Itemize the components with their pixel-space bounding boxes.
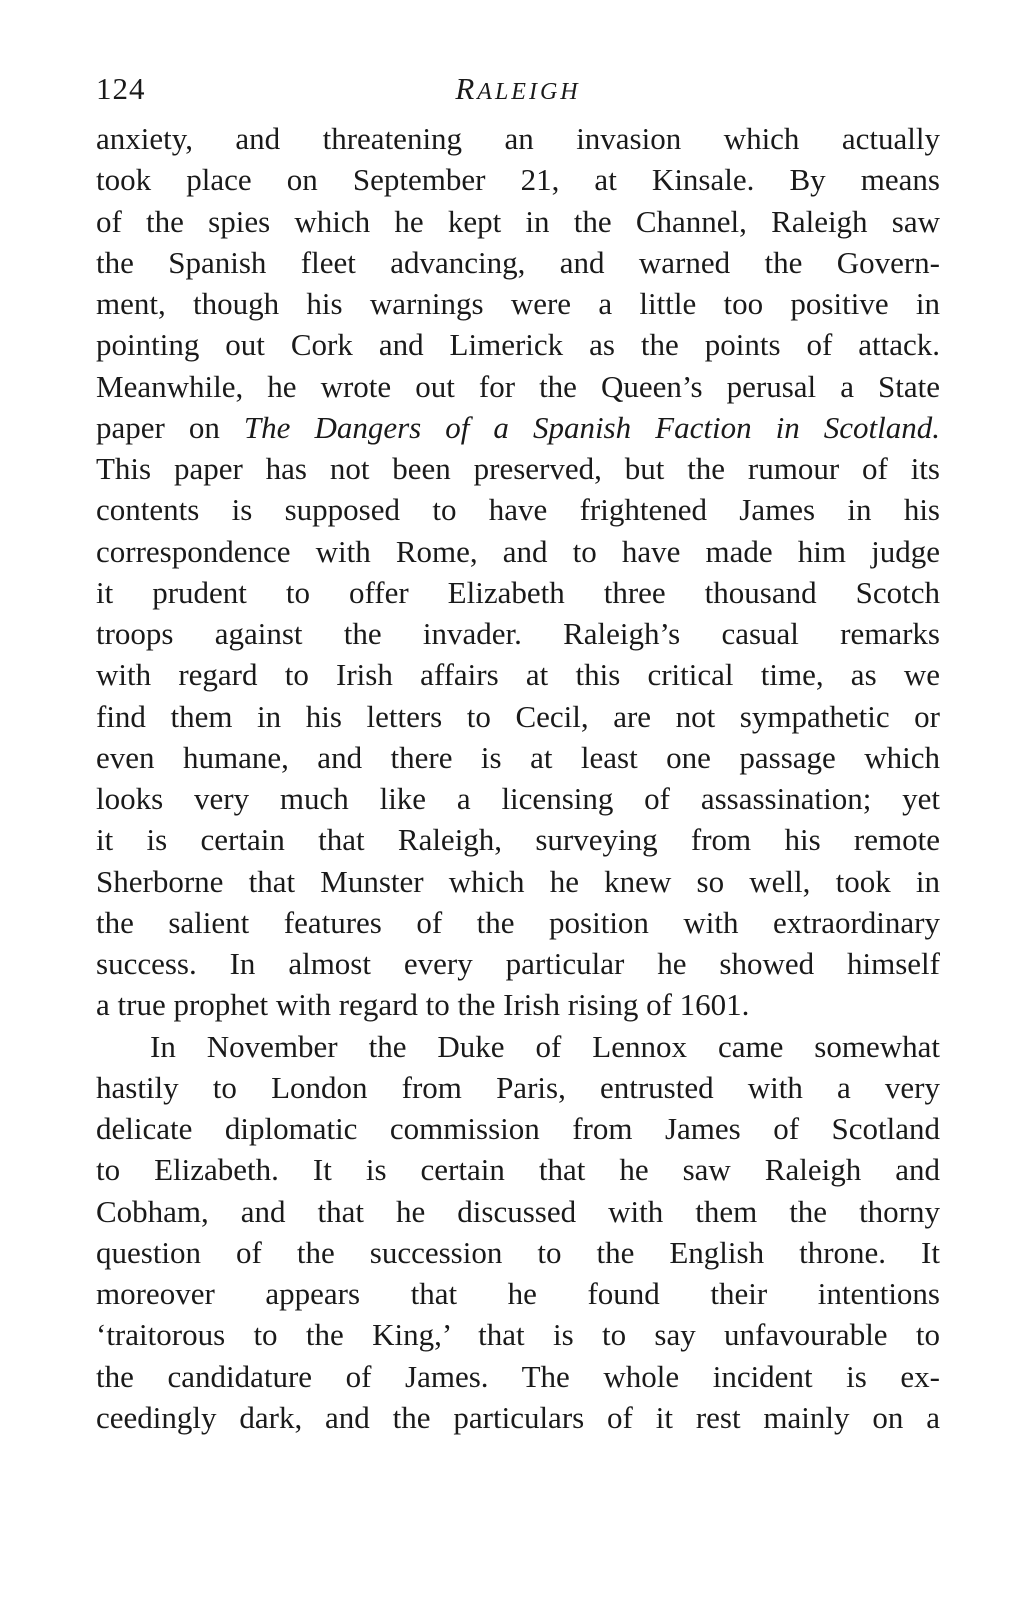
body-text (96, 118, 940, 1438)
text-line: ‘traitorous to the King,’ that is to say unfavourable to (96, 1317, 940, 1353)
text-line: Sherborne that Munster which he knew so well, took in (96, 863, 940, 899)
text-line: Cobham, and that he discussed with them the thorny (96, 1193, 940, 1229)
text-line-prefix: paper on (96, 409, 244, 445)
text-line: correspondence with Rome, and to have made him judge (96, 533, 940, 569)
running-title-initial: R (455, 71, 478, 106)
text-line: This paper has not been preserved, but the rumour of its (96, 451, 940, 486)
text-line: delicate diplomatic commission from James of Scotland (96, 1111, 940, 1146)
text-line: the candidature of James. The whole incident is ex- (96, 1358, 940, 1394)
paragraph-end-line: a true prophet with regard to the Irish rising of 1601. (96, 987, 750, 1023)
text-line: success. In almost every particular he showed himself (96, 946, 940, 981)
text-line: hastily to London from Paris, entrusted with a very (96, 1069, 940, 1105)
text-line: troops against the invader. Raleigh’s casual remarks (96, 616, 940, 651)
text-line: it is certain that Raleigh, surveying from his remote (96, 822, 940, 858)
text-line: ment, though his warnings were a little too positive in (96, 286, 940, 321)
text-line: Meanwhile, he wrote out for the Queen’s perusal a State (96, 368, 940, 404)
text-line: looks very much like a licensing of assassination; yet (96, 781, 940, 816)
text-line: with regard to Irish affairs at this critical time, as we (96, 657, 940, 693)
text-line: anxiety, and threatening an invasion which actually (96, 121, 940, 156)
text-line: even humane, and there is at least one passage which (96, 739, 940, 775)
text-line: find them in his letters to Cecil, are not sympathetic or (96, 698, 940, 734)
italic-book-title: The Dangers of a Spanish Faction in Scotland. (243, 409, 940, 445)
text-line: the salient features of the position with extraordinary (96, 904, 940, 940)
text-line: contents is supposed to have frightened James in his (96, 492, 940, 528)
text-line-with-title (96, 407, 940, 448)
text-line: moreover appears that he found their intentions (96, 1276, 940, 1311)
page-number: 124 (96, 71, 146, 106)
text-line: to Elizabeth. It is certain that he saw Raleigh and (96, 1152, 940, 1188)
text-line: ceedingly dark, and the particulars of it rest mainly on a (96, 1399, 940, 1435)
text-line: question of the succession to the English throne. It (96, 1234, 940, 1270)
text-line: took place on September 21, at Kinsale. By means (96, 162, 940, 198)
paragraph-start-line: In November the Duke of Lennox came somewhat (150, 1028, 940, 1064)
text-line: of the spies which he kept in the Channel, Raleigh saw (96, 203, 940, 239)
text-line: pointing out Cork and Limerick as the points of attack. (96, 327, 940, 363)
running-title (96, 64, 940, 117)
running-head (96, 64, 940, 114)
running-title-rest: ALEIGH (477, 79, 581, 105)
text-line: the Spanish fleet advancing, and warned the Govern- (96, 244, 940, 280)
text-line: it prudent to offer Elizabeth three thousand Scotch (96, 574, 940, 610)
